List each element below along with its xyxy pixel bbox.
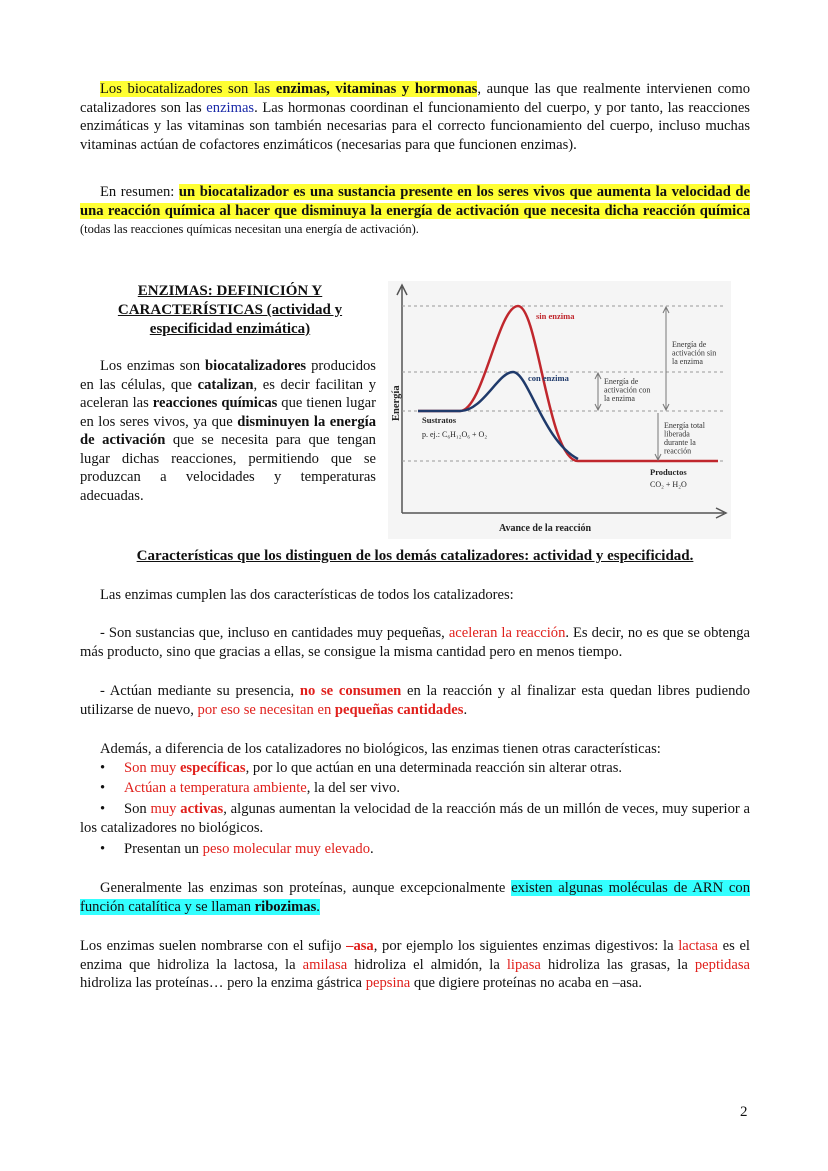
def-text-1: Los enzimas son bbox=[100, 358, 206, 374]
summary-lead: En resumen: bbox=[100, 184, 179, 200]
ribozimas-end: . bbox=[316, 898, 320, 915]
chart-svg bbox=[388, 281, 731, 539]
b1-rest: , por lo que actúan en una determinada reacción sin alterar otras. bbox=[245, 760, 623, 776]
page-number: 2 bbox=[740, 1104, 748, 1120]
names-text-f: hidroliza las proteínas… pero la enzima gástrica bbox=[80, 975, 366, 991]
intro-text-a: , aunque las que realmente intervienen como catalizadores son las bbox=[80, 81, 751, 116]
c2-red-bold: no se consumen bbox=[299, 683, 402, 699]
def-bold-2: catalizan bbox=[197, 376, 254, 393]
ea-with-label: Energía de activación con la enzima bbox=[604, 377, 651, 403]
x-axis-label: Avance de la reacción bbox=[499, 523, 592, 534]
feature-not-consumed bbox=[80, 682, 750, 719]
b2-rest: , la del ser vivo. bbox=[306, 780, 400, 796]
b3-text-a: Son bbox=[124, 801, 151, 817]
heading-line-3: especificidad enzimática) bbox=[149, 321, 311, 337]
ribozimas-highlight: existen algunas moléculas de ARN con función catalítica y se llaman bbox=[80, 880, 750, 915]
b3-red: muy bbox=[150, 801, 181, 817]
term-amilasa: amilasa bbox=[302, 956, 348, 973]
products-formula: CO₂ + H₂O bbox=[650, 480, 687, 489]
names-text-g: que digiere proteínas no acaba en –asa. bbox=[410, 975, 643, 991]
b3-rest: , algunas aumentan la velocidad de la reacción más de un millón de veces, muy superior a los catalizadores no biológicos. bbox=[80, 801, 751, 836]
c2-red: por eso se necesitan en bbox=[197, 701, 335, 718]
y-axis-label: Energía bbox=[391, 385, 402, 421]
b4-rest: . bbox=[370, 841, 374, 857]
b2-red: Actúan a temperatura ambiente bbox=[124, 780, 307, 796]
bullet-dot: • bbox=[100, 780, 106, 796]
b4-red: peso molecular muy elevado bbox=[202, 841, 371, 857]
def-text-5: que se necesita para que tengan lugar dichas reacciones, permitiendo que se produzcan a velocidades y temperaturas adecuadas. bbox=[80, 432, 376, 504]
names-text-a: Los enzimas suelen nombrarse con el sufijo bbox=[80, 938, 347, 954]
label-con-enzima: con enzima bbox=[528, 373, 569, 383]
def-bold-4: disminuyen la energía de activación bbox=[80, 413, 376, 448]
activation-energy-chart bbox=[388, 281, 731, 539]
substrates-label: Sustratos bbox=[422, 415, 457, 425]
ribozimas-text: Generalmente las enzimas son proteínas, aunque excepcionalmente bbox=[100, 880, 512, 896]
products-label: Productos bbox=[650, 467, 687, 477]
suffix-asa: –asa bbox=[346, 938, 374, 954]
c1-text-b: . Es decir, no es que se obtenga más producto, sino que gracias a ellas, se consigue la misma cantidad pero en menos tiempo. bbox=[80, 625, 750, 660]
def-text-2: producidos en las células, que bbox=[80, 358, 376, 393]
def-text-4: que tienen lugar en los seres vivos, ya que bbox=[80, 395, 376, 430]
b1-red-bold: específicas bbox=[179, 760, 246, 776]
intro-text-c: . Las hormonas coordinan el funcionamiento del cuerpo, y por tanto, las reacciones enzimáticas y las vitaminas son también necesarias para el correcto funcionamiento del cuerpo, incluso muchas vitaminas actúan de cofactores enzimáticos (necesarias para que funcionen enzimas). bbox=[80, 99, 750, 153]
total-energy-label: Energía total liberada durante la reacción bbox=[664, 421, 705, 456]
feature-accelerate bbox=[80, 624, 750, 661]
term-lactasa: lactasa bbox=[678, 938, 718, 954]
term-peptidasa: peptidasa bbox=[694, 956, 750, 973]
substrates-example: p. ej.: C₆H₁₂O₆ + O₂ bbox=[422, 430, 488, 439]
c2-text-c: . bbox=[463, 701, 468, 718]
bullet-dot: • bbox=[100, 841, 106, 857]
summary-definition: un biocatalizador es una sustancia presente en los seres vivos que aumenta la velocidad de una reacción química al hacer que disminuya la energía de activación que necesita dicha reacción química bbox=[80, 184, 750, 219]
bullet-active bbox=[80, 800, 750, 837]
def-text-3: , es decir facilitan y aceleran las bbox=[80, 376, 376, 411]
intro-paragraph-2 bbox=[80, 183, 750, 239]
def-bold-1: biocatalizadores bbox=[205, 358, 307, 374]
def-bold-3: reacciones químicas bbox=[152, 395, 278, 411]
extra-features-intro: Además, a diferencia de los catalizadores no biológicos, las enzimas tienen otras características: bbox=[100, 741, 661, 757]
ribozimas-term: ribozimas bbox=[254, 898, 317, 915]
heading-line-2: CARACTERÍSTICAS (actividad y bbox=[117, 302, 343, 318]
heading-line-1: ENZIMAS: DEFINICIÓN Y bbox=[137, 283, 323, 299]
intro-paragraph-1 bbox=[80, 80, 750, 154]
c2-red-bold-2: pequeñas cantidades bbox=[334, 701, 464, 718]
b1-red: Son muy bbox=[124, 760, 180, 776]
names-text-d: hidroliza el almidón, la bbox=[347, 956, 507, 973]
bullet-dot: • bbox=[100, 801, 106, 817]
summary-note: (todas las reacciones químicas necesitan una energía de activación). bbox=[80, 222, 419, 236]
ribozimas-paragraph bbox=[80, 879, 750, 916]
bullet-molecular-weight bbox=[80, 840, 750, 859]
c1-text-a: - Son sustancias que, incluso en cantidades muy pequeñas, bbox=[100, 625, 449, 641]
names-text-c: es el enzima que hidroliza la lactosa, la bbox=[80, 938, 750, 973]
bullet-specific bbox=[80, 759, 750, 778]
label-sin-enzima: sin enzima bbox=[536, 311, 575, 321]
intro-enzimas-term: enzimas bbox=[206, 99, 255, 116]
bullet-temperature bbox=[80, 779, 750, 798]
term-lipasa: lipasa bbox=[506, 956, 541, 973]
intro-bold-terms: enzimas, vitaminas y hormonas bbox=[275, 81, 478, 97]
features-subheading: Características que los distinguen de los demás catalizadores: actividad y especificidad. bbox=[136, 548, 694, 564]
ea-without-label: Energía de activación sin la enzima bbox=[672, 340, 717, 366]
c2-text-a: - Actúan mediante su presencia, bbox=[100, 683, 300, 699]
enzyme-definition bbox=[80, 357, 376, 505]
enzyme-naming-paragraph bbox=[80, 937, 750, 993]
bullet-dot: • bbox=[100, 760, 106, 776]
c2-text-b: en la reacción y al finalizar esta quedan libres pudiendo utilizarse de nuevo, bbox=[80, 683, 750, 718]
c1-red: aceleran la reacción bbox=[448, 625, 566, 641]
section-heading bbox=[80, 282, 380, 339]
names-text-b: , por ejemplo los siguientes enzimas digestivos: la bbox=[373, 938, 679, 954]
features-intro: Las enzimas cumplen las dos características de todos los catalizadores: bbox=[100, 587, 514, 603]
b3-red-bold: activas bbox=[180, 801, 224, 817]
names-text-e: hidroliza las grasas, la bbox=[540, 956, 695, 973]
b4-text-a: Presentan un bbox=[124, 841, 203, 857]
term-pepsina: pepsina bbox=[365, 975, 411, 991]
intro-highlight: Los biocatalizadores son las bbox=[100, 81, 276, 97]
